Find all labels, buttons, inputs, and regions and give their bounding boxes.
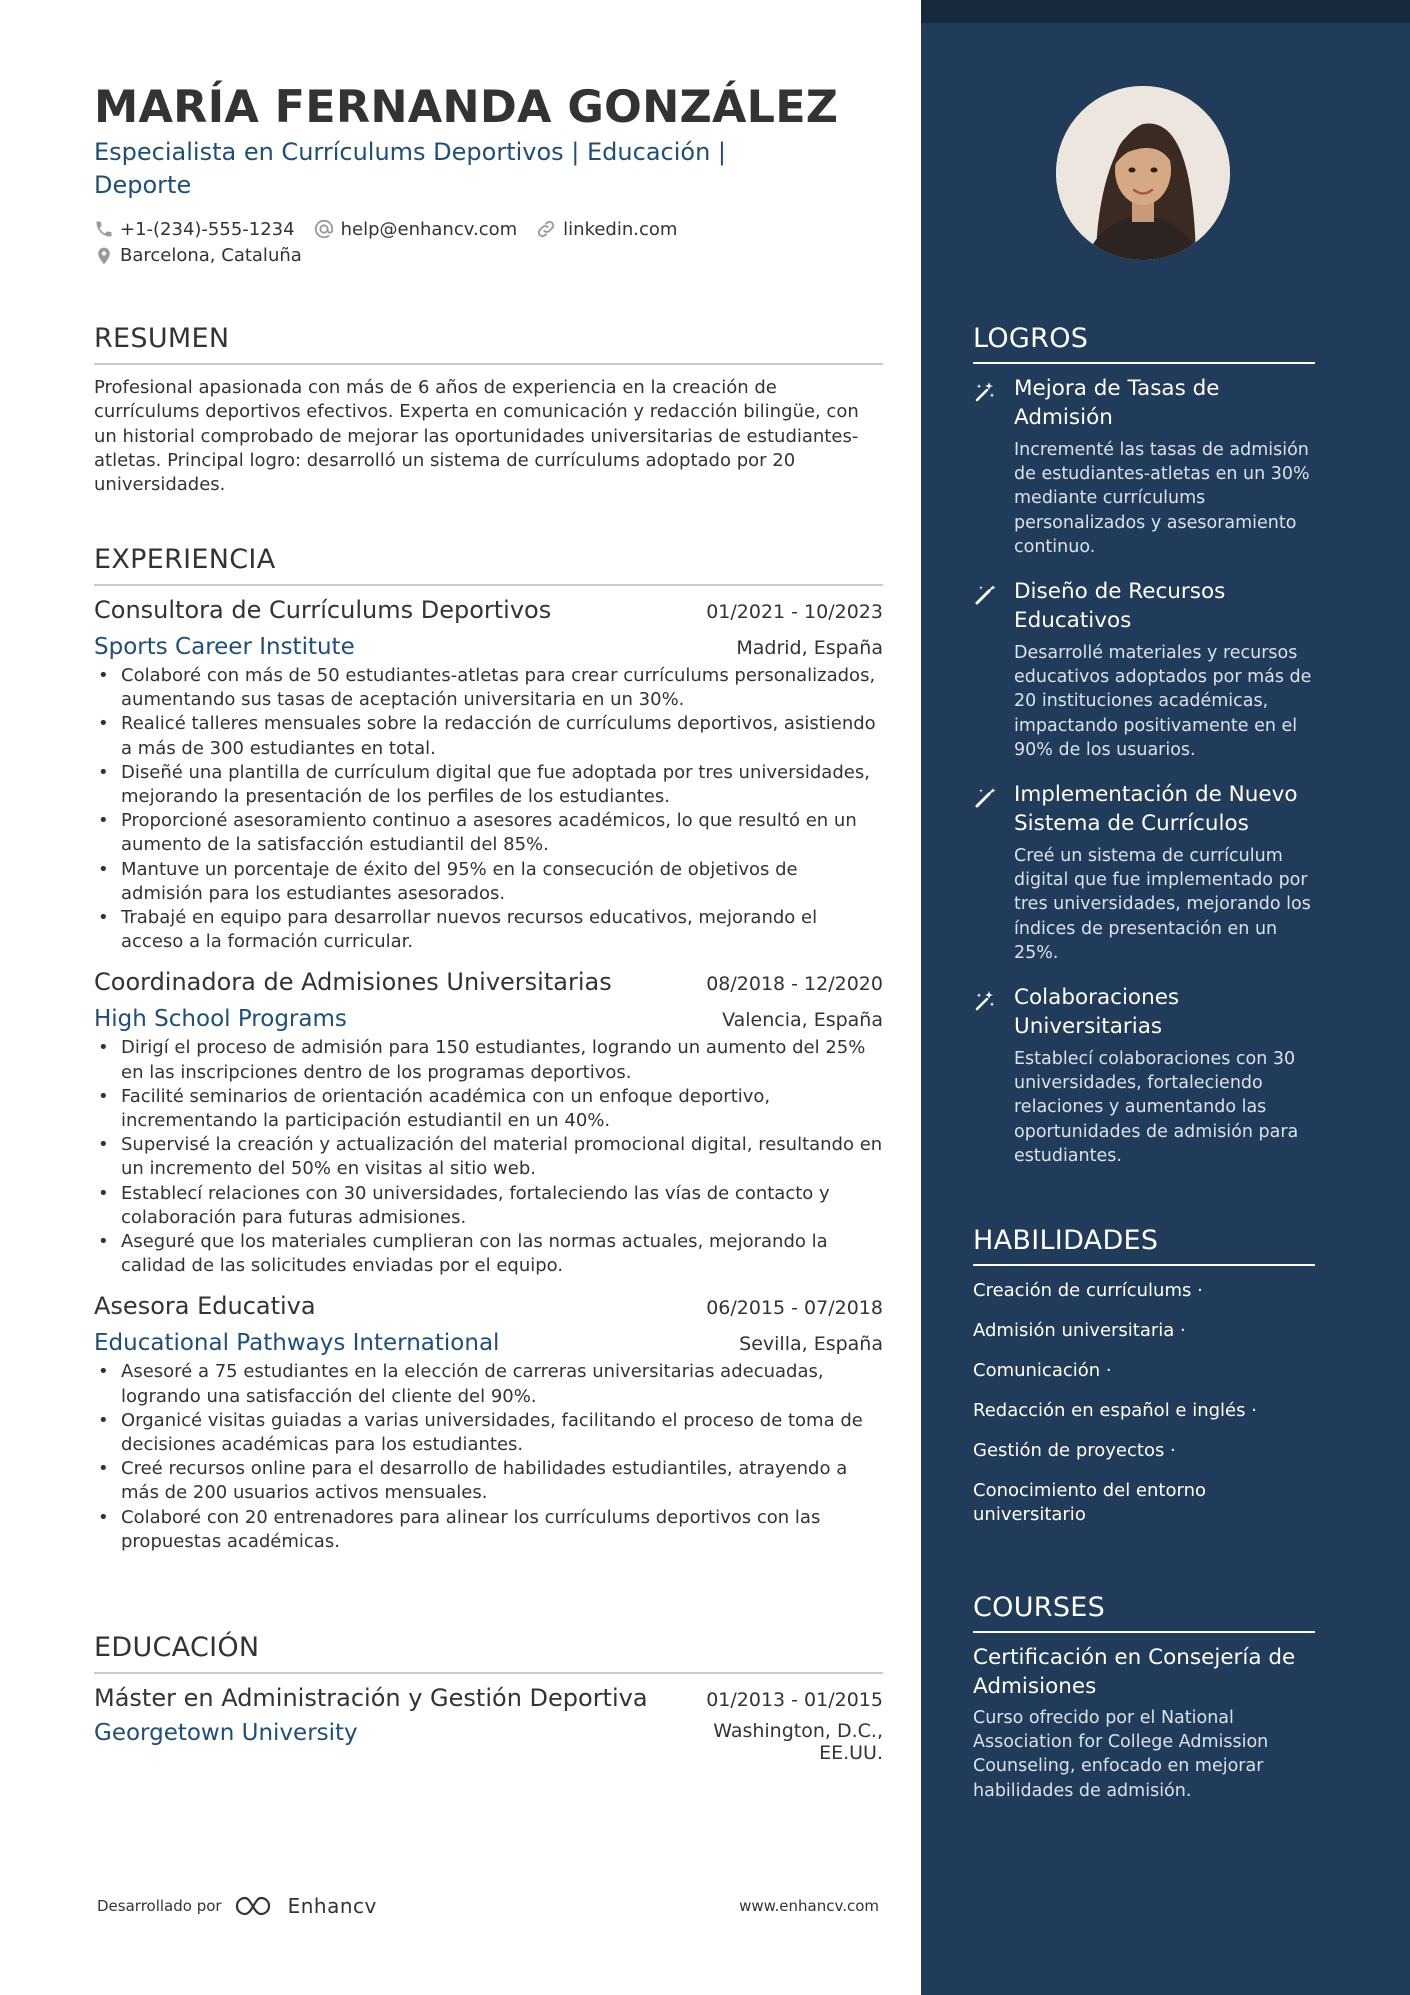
pen-icon xyxy=(973,786,997,810)
resume-name: MARÍA FERNANDA GONZÁLEZ xyxy=(94,82,839,133)
linkedin-text[interactable]: linkedin.com xyxy=(563,218,678,240)
job-entry xyxy=(94,968,883,1278)
contact-email[interactable] xyxy=(313,218,518,240)
job-bullet: • Supervisé la creación y actualización del material promocional digital, resultando en un incremento del 50% en visitas al sitio web. xyxy=(94,1133,883,1181)
contact-row-2 xyxy=(94,245,320,266)
contact-location xyxy=(94,245,302,266)
skill-item: Admisión universitaria · xyxy=(973,1320,1186,1341)
wand-icon xyxy=(973,989,997,1013)
education-location xyxy=(713,1720,883,1764)
job-bullet: • Aseguré que los materiales cumplieran con las normas actuales, mejorando la calidad de las solicitudes enviadas por el equipo. xyxy=(94,1230,883,1278)
location-pin-icon xyxy=(94,246,114,266)
skill-item: Conocimiento del entorno universitario xyxy=(973,1480,1206,1525)
achievements-section xyxy=(973,323,1315,1168)
achievement-item xyxy=(973,983,1315,1168)
job-company: Educational Pathways International xyxy=(94,1330,500,1357)
location-text: Barcelona, Cataluña xyxy=(120,245,302,266)
enhancv-brand: Enhancv xyxy=(287,1894,377,1918)
achievements-title: LOGROS xyxy=(973,323,1315,364)
sidebar-top-strip xyxy=(921,0,1410,23)
wand-icon xyxy=(973,380,997,404)
job-bullet: • Establecí relaciones con 30 universidades, fortaleciendo las vías de contacto y colaboración para futuras admisiones. xyxy=(94,1182,883,1230)
phone-text: +1-(234)-555-1234 xyxy=(120,218,295,240)
achievement-desc: Desarrollé materiales y recursos educativos adoptados por más de 20 instituciones académicas, impactando positivamente en el 90% de los usuarios. xyxy=(1014,643,1312,760)
achievement-title: Mejora de Tasas de Admisión xyxy=(1014,376,1220,430)
job-role: Consultora de Currículums Deportivos xyxy=(94,596,552,624)
summary-text: Profesional apasionada con más de 6 años de experiencia en la creación de currículums deportivos efectivos. Experta en comunicación y redacción bilingüe, con un historial comprobado de mejorar las oportunidades universitarias de estudiantes-atletas. Principal logro: desarrolló un sistema de currículums adoptado por 20 universidades. xyxy=(94,377,859,496)
achievement-desc: Establecí colaboraciones con 30 universidades, fortaleciendo relaciones y aumentando las oportunidades de admisión para estudiantes. xyxy=(1014,1049,1299,1166)
experience-title: EXPERIENCIA xyxy=(94,544,883,586)
job-bullet: • Dirigí el proceso de admisión para 150 estudiantes, logrando un aumento del 25% en las inscripciones dentro de los programas deportivos. xyxy=(94,1036,883,1084)
courses-section xyxy=(973,1592,1315,1803)
email-text[interactable]: help@enhancv.com xyxy=(340,218,518,240)
at-icon xyxy=(313,218,335,240)
skill-item: Creación de currículums · xyxy=(973,1280,1203,1301)
job-location: Sevilla, España xyxy=(739,1333,883,1356)
contact-row xyxy=(94,218,695,240)
course-title: Certificación en Consejería de Admisiones xyxy=(973,1645,1296,1699)
link-icon xyxy=(535,218,557,240)
job-company: Sports Career Institute xyxy=(94,634,355,660)
job-entry xyxy=(94,1292,883,1554)
summary-section xyxy=(94,323,883,497)
skill-item: Comunicación · xyxy=(973,1360,1112,1381)
achievement-item xyxy=(973,577,1315,762)
achievement-title: Diseño de Recursos Educativos xyxy=(1014,579,1226,634)
education-school: Georgetown University xyxy=(94,1720,358,1746)
job-dates: 06/2015 - 07/2018 xyxy=(706,1297,883,1320)
job-bullet: • Colaboré con más de 50 estudiantes-atletas para crear currículums personalizados, aumentando sus tasas de aceptación universitaria en un 30%. xyxy=(94,664,883,712)
footer xyxy=(97,1894,879,1918)
education-dates: 01/2013 - 01/2015 xyxy=(706,1689,883,1711)
education-section xyxy=(94,1632,883,1764)
job-dates: 08/2018 - 12/2020 xyxy=(706,973,883,996)
profile-photo xyxy=(1056,86,1230,260)
job-location: Madrid, España xyxy=(736,637,883,659)
job-company: High School Programs xyxy=(94,1006,347,1033)
education-location-line2: EE.UU. xyxy=(819,1742,883,1764)
achievement-title: Colaboraciones Universitarias xyxy=(1014,985,1180,1040)
skill-item: Gestión de proyectos · xyxy=(973,1440,1176,1461)
job-bullet: • Creé recursos online para el desarrollo de habilidades estudiantiles, atrayendo a más de 200 usuarios activos mensuales. xyxy=(94,1457,883,1505)
courses-title: COURSES xyxy=(973,1592,1315,1633)
education-title: EDUCACIÓN xyxy=(94,1632,883,1674)
job-role: Coordinadora de Admisiones Universitarias xyxy=(94,968,612,997)
skills-section xyxy=(973,1225,1315,1527)
contact-linkedin[interactable] xyxy=(535,218,677,240)
job-bullet: • Asesoré a 75 estudiantes en la elección de carreras universitarias adecuadas, logrando una satisfacción del cliente del 90%. xyxy=(94,1360,883,1408)
achievement-title: Implementación de Nuevo Sistema de Currículos xyxy=(1014,782,1298,837)
developed-by-text: Desarrollado por xyxy=(97,1897,222,1915)
achievement-item xyxy=(973,374,1315,559)
job-bullet: • Diseñé una plantilla de currículum digital que fue adoptada por tres universidades, mejorando la presentación de los perfiles de los estudiantes. xyxy=(94,761,883,809)
job-entry xyxy=(94,596,883,954)
achievement-desc: Creé un sistema de currículum digital que fue implementado por tres universidades, mejorando los índices de presentación en un 25%. xyxy=(1014,846,1311,963)
website-link[interactable]: www.enhancv.com xyxy=(739,1897,879,1915)
education-degree: Máster en Administración y Gestión Deportiva xyxy=(94,1684,648,1712)
job-bullet: • Mantuve un porcentaje de éxito del 95% en la consecución de objetivos de admisión para los estudiantes asesorados. xyxy=(94,858,883,906)
achievement-item xyxy=(973,780,1315,965)
enhancv-logo-icon xyxy=(234,1894,282,1918)
sidebar xyxy=(921,0,1410,1995)
skills-title: HABILIDADES xyxy=(973,1225,1315,1266)
summary-title: RESUMEN xyxy=(94,323,883,365)
pen-icon xyxy=(973,583,997,607)
job-bullet: • Trabajé en equipo para desarrollar nuevos recursos educativos, mejorando el acceso a la formación curricular. xyxy=(94,906,883,954)
skill-item: Redacción en español e inglés · xyxy=(973,1400,1257,1421)
course-desc: Curso ofrecido por el National Association for College Admission Counseling, enfocado en mejorar habilidades de admisión. xyxy=(973,1708,1269,1801)
job-bullet: • Realicé talleres mensuales sobre la redacción de currículums deportivos, asistiendo a más de 300 estudiantes en total. xyxy=(94,712,883,760)
job-role: Asesora Educativa xyxy=(94,1292,316,1321)
achievement-desc: Incrementé las tasas de admisión de estudiantes-atletas en un 30% mediante currículums personalizados y asesoramiento continuo. xyxy=(1014,440,1310,557)
job-bullet: • Organicé visitas guiadas a varias universidades, facilitando el proceso de toma de decisiones académicas para los estudiantes. xyxy=(94,1409,883,1457)
job-bullet: • Colaboré con 20 entrenadores para alinear los currículums deportivos con las propuestas académicas. xyxy=(94,1506,883,1554)
contact-phone xyxy=(94,219,295,240)
job-dates: 01/2021 - 10/2023 xyxy=(706,601,883,623)
experience-section xyxy=(94,544,883,1554)
resume-subtitle: Especialista en Currículums Deportivos | Educación | Deporte xyxy=(94,138,727,199)
job-bullet: • Facilité seminarios de orientación académica con un enfoque deportivo, incrementando la participación estudiantil en un 40%. xyxy=(94,1085,883,1133)
job-bullet: • Proporcioné asesoramiento continuo a asesores académicos, lo que resultó en un aumento de la satisfacción estudiantil del 85%. xyxy=(94,809,883,857)
phone-icon xyxy=(94,219,114,239)
education-location-line1: Washington, D.C., xyxy=(713,1720,883,1742)
job-location: Valencia, España xyxy=(722,1009,883,1032)
